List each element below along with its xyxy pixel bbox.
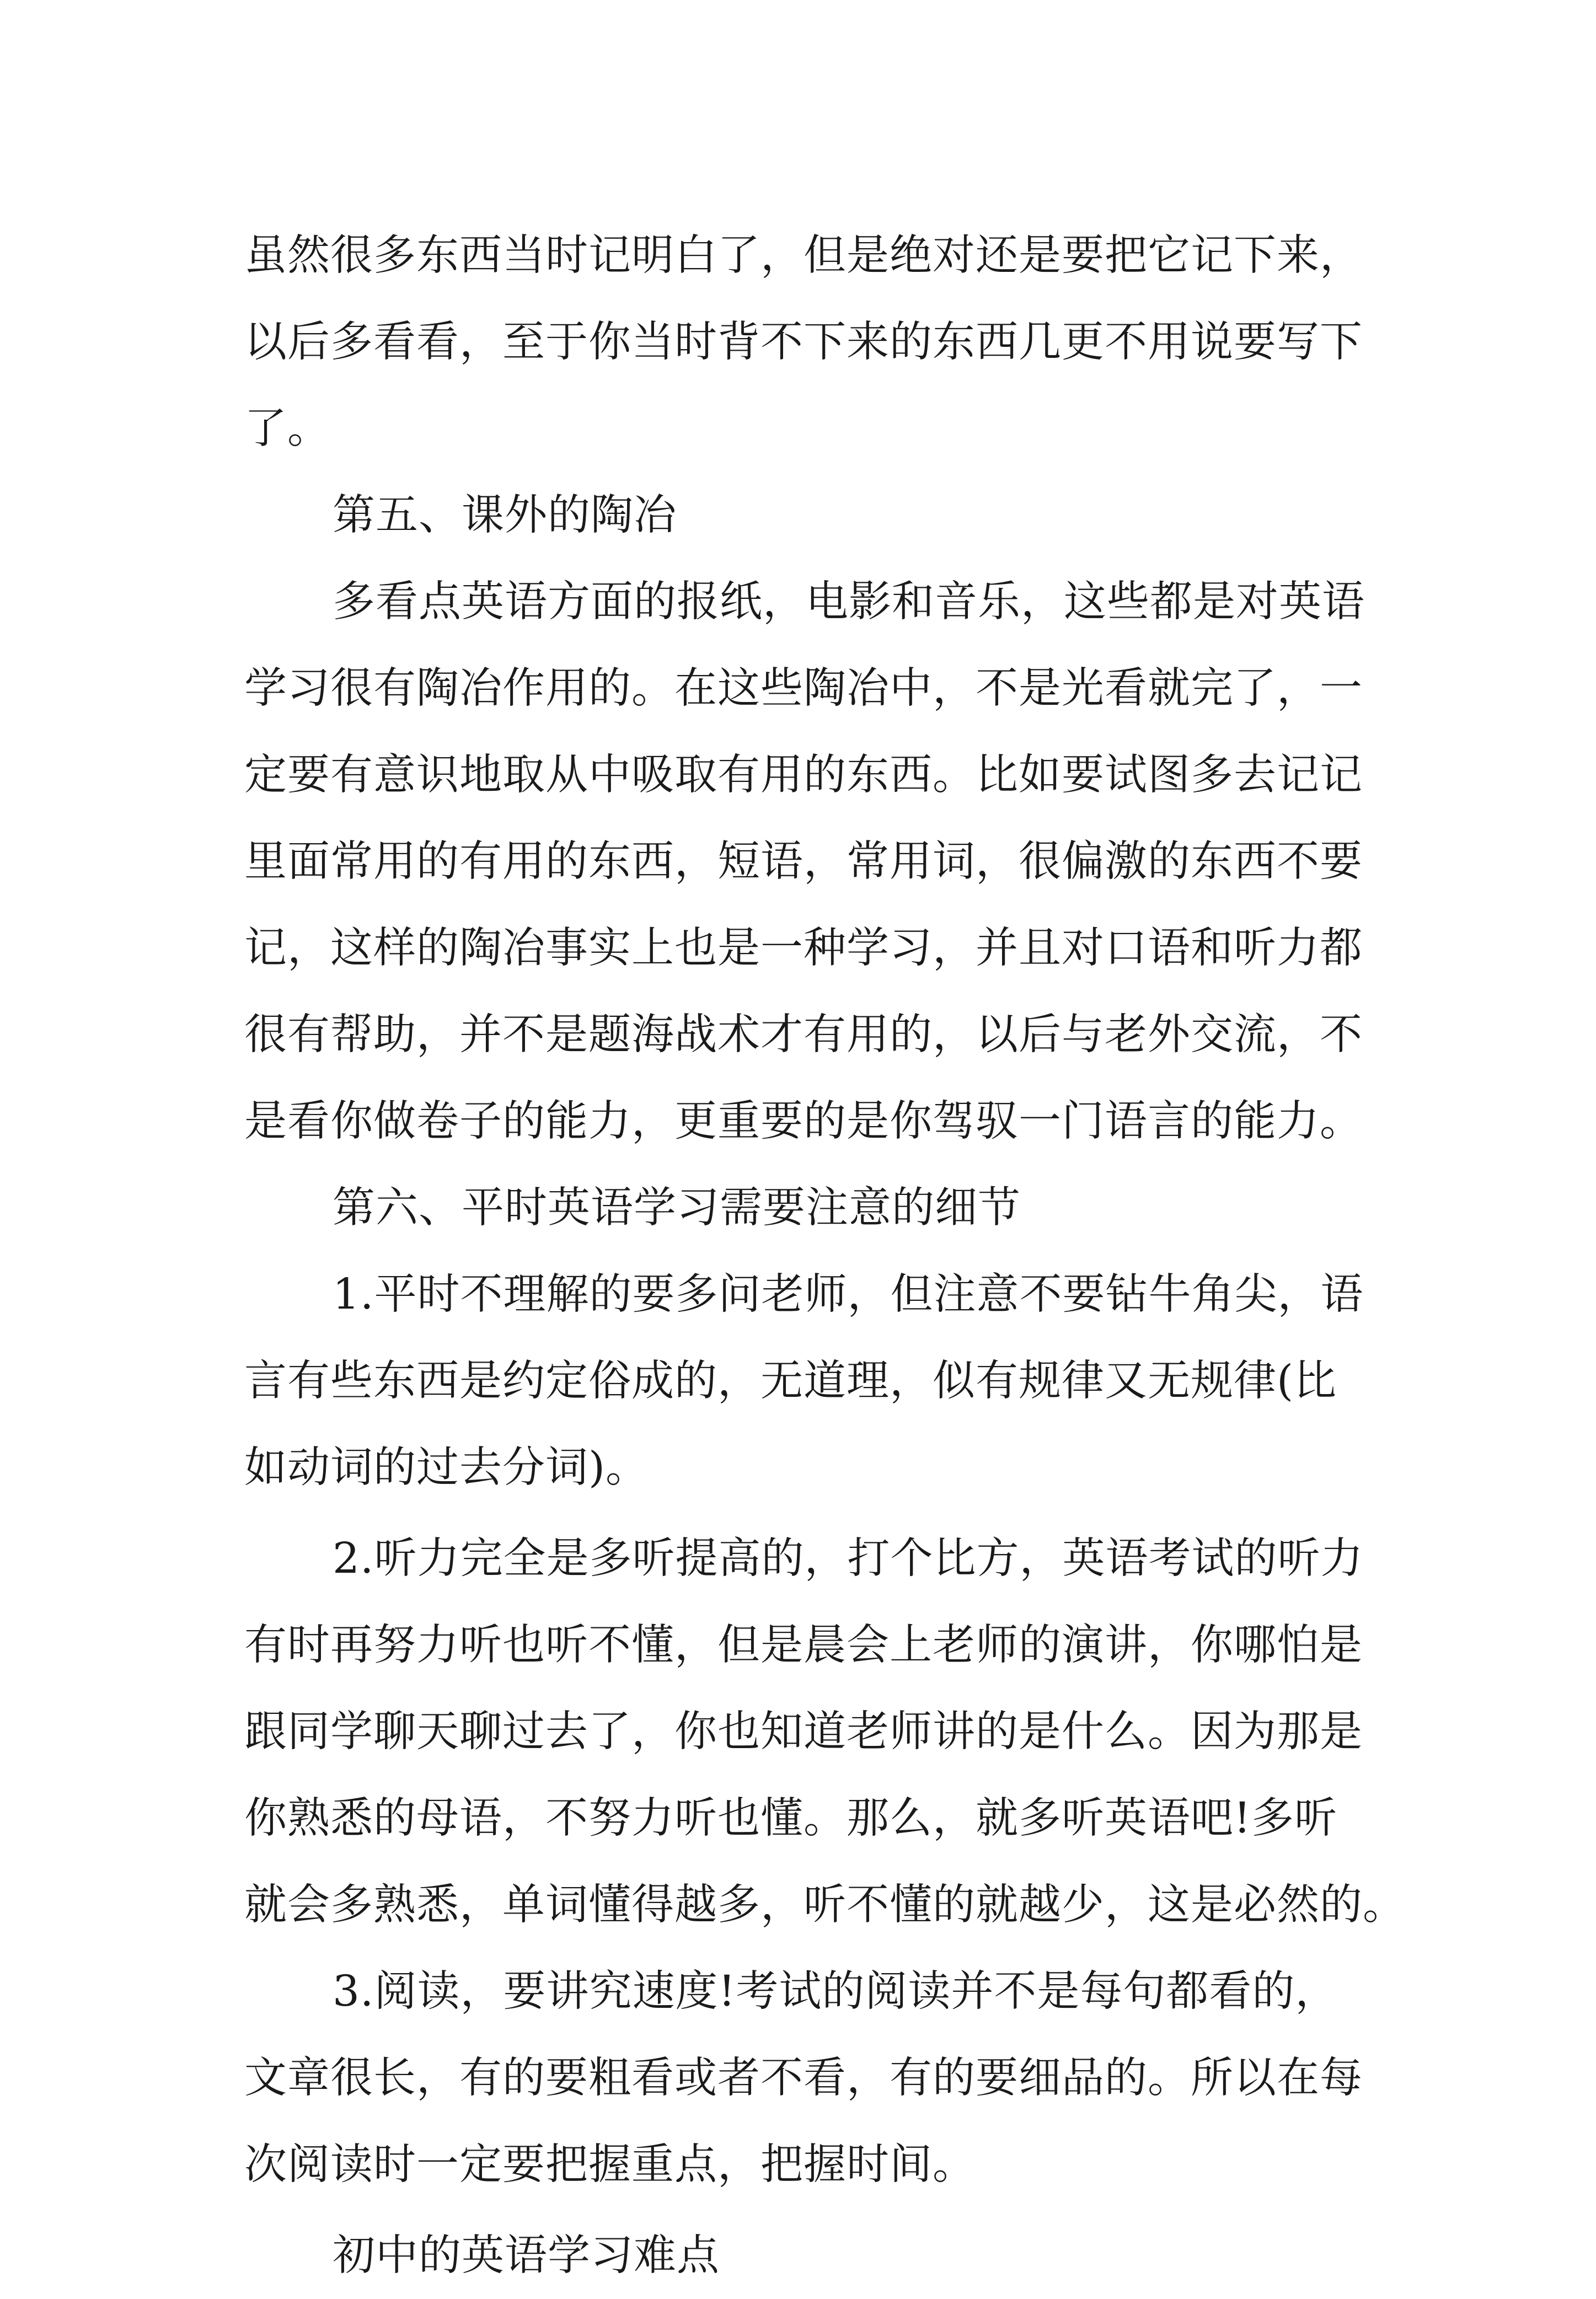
section-heading-difficulties [244, 2212, 1364, 2299]
paragraph-continuation [244, 212, 1364, 472]
text-line: 有时再努力听也听不懂，但是晨会上老师的演讲，你哪怕是 [244, 1621, 1363, 1670]
paragraph-item-2 [244, 1515, 1406, 1948]
text-line: 言有些东西是约定俗成的，无道理，似有规律又无规律(比 [244, 1357, 1337, 1406]
text-line: 2.听力完全是多听提高的，打个比方，英语考试的听力 [333, 1534, 1364, 1583]
text-line: 如动词的过去分词)。 [244, 1443, 649, 1492]
text-line: 很有帮助，并不是题海战术才有用的，以后与老外交流，不 [244, 1010, 1363, 1059]
heading-text: 初中的英语学习难点 [333, 2231, 720, 2280]
text-line: 虽然很多东西当时记明白了，但是绝对还是要把它记下来， [244, 231, 1363, 280]
text-line: 次阅读时一定要把握重点，把握时间。 [244, 2140, 976, 2189]
document-body [244, 212, 1406, 2299]
text-line: 就会多熟悉，单词懂得越多，听不懂的就越少，这是必然的。 [244, 1880, 1406, 1930]
text-line: 了。 [244, 404, 330, 453]
paragraph-item-1 [244, 1251, 1364, 1511]
heading-text: 第六、平时英语学习需要注意的细节 [333, 1183, 1021, 1232]
paragraph-item-3 [244, 1948, 1364, 2208]
paragraph-gap [244, 2208, 1364, 2212]
text-line: 3.阅读，要讲究速度!考试的阅读并不是每句都看的， [333, 1967, 1338, 2016]
text-line: 以后多看看，至于你当时背不下来的东西几更不用说要写下 [244, 318, 1363, 367]
text-line: 文章很长，有的要粗看或者不看，有的要细品的。所以在每 [244, 2054, 1363, 2103]
text-line: 是看你做卷子的能力，更重要的是你驾驭一门语言的能力。 [244, 1097, 1363, 1146]
text-line: 跟同学聊天聊过去了，你也知道老师讲的是什么。因为那是 [244, 1707, 1363, 1756]
text-line: 学习很有陶冶作用的。在这些陶冶中，不是光看就完了，一 [244, 664, 1363, 713]
heading-text: 第五、课外的陶冶 [333, 491, 677, 540]
text-line: 定要有意识地取从中吸取有用的东西。比如要试图多去记记 [244, 751, 1363, 800]
text-line: 1.平时不理解的要多问老师，但注意不要钻牛角尖，语 [333, 1270, 1364, 1319]
text-line: 记，这样的陶冶事实上也是一种学习，并且对口语和听力都 [244, 924, 1363, 973]
paragraph-gap [244, 1511, 1364, 1515]
text-line: 里面常用的有用的东西，短语，常用词，很偏激的东西不要 [244, 837, 1363, 886]
section-heading-six [244, 1165, 1364, 1251]
text-line: 多看点英语方面的报纸，电影和音乐，这些都是对英语 [333, 577, 1365, 626]
section-heading-five [244, 472, 1364, 559]
text-line: 你熟悉的母语，不努力听也懂。那么，就多听英语吧!多听 [244, 1794, 1337, 1843]
paragraph-extracurricular [244, 559, 1364, 1165]
